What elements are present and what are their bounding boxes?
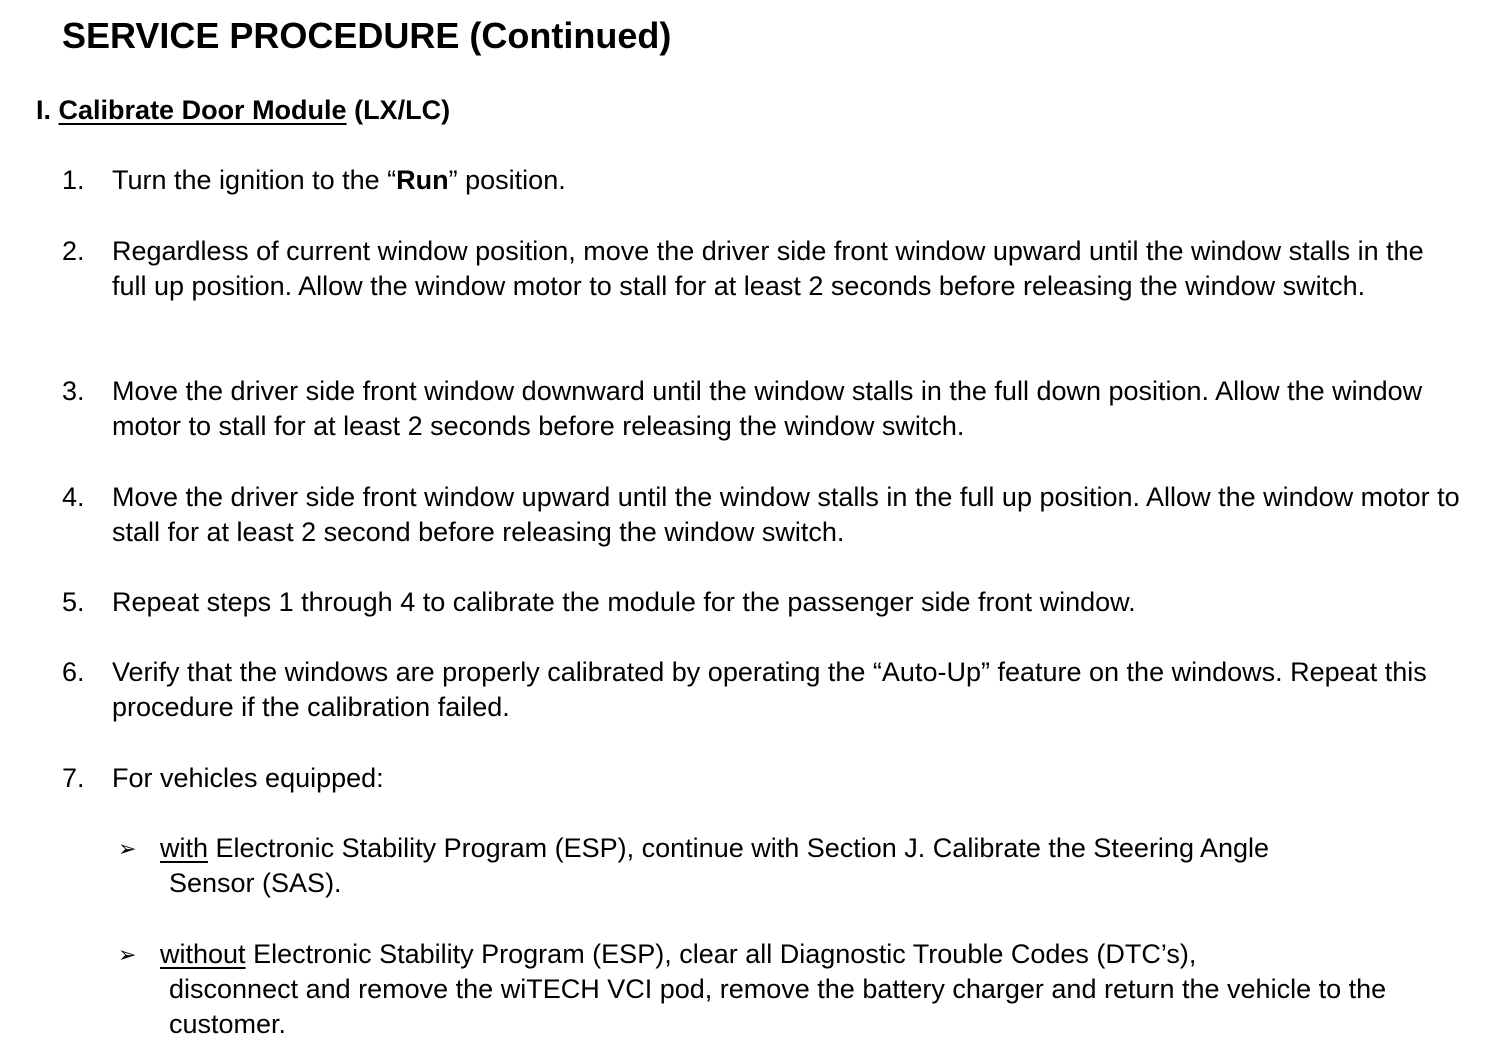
step-text: Turn the ignition to the “Run” position. [112,165,566,195]
step-7 [62,761,1462,796]
run-position-emphasis: Run [396,165,449,195]
step-number: 6. [62,657,85,687]
bullet-text: Electronic Stability Program (ESP), continue with Section J. Calibrate the Steering Angle [208,833,1270,863]
step-number: 4. [62,482,85,512]
step-6 [62,655,1462,725]
bullet-lead: without [160,939,246,969]
bullet-with-esp [118,831,1488,901]
step-text: For vehicles equipped: [112,763,384,793]
step-2 [62,234,1462,304]
step-5 [62,585,1462,620]
bullet-without-esp [118,937,1488,1042]
section-qualifier: (LX/LC) [354,95,451,125]
step-text: Regardless of current window position, move the driver side front window upward until the window stalls in the full up position. Allow the window motor to stall for at least 2 seconds before releasing the window switch. [112,236,1424,301]
bullet-lead: with [160,833,209,863]
step-number: 2. [62,236,85,266]
step-number: 1. [62,165,85,195]
section-number: I. [36,95,52,125]
step-3 [62,374,1462,444]
section-heading [36,92,450,128]
bullet-continuation: disconnect and remove the wiTECH VCI pod, remove the battery charger and return the vehicle to the customer. [169,974,1387,1039]
step-text: Move the driver side front window downward until the window stalls in the full down position. Allow the window motor to stall for at least 2 seconds before releasing the window switch. [112,376,1423,441]
section-title: Calibrate Door Module [58,95,347,125]
step-text: Repeat steps 1 through 4 to calibrate the module for the passenger side front window. [112,587,1136,617]
arrow-bullet-icon: ➢ [118,942,137,967]
step-text: Verify that the windows are properly calibrated by operating the “Auto-Up” feature on the windows. Repeat this procedure if the calibration failed. [112,657,1427,722]
bullet-continuation: Sensor (SAS). [169,868,342,898]
step-number: 3. [62,376,85,406]
step-4 [62,480,1462,550]
bullet-text: Electronic Stability Program (ESP), clear all Diagnostic Trouble Codes (DTC’s), [245,939,1197,969]
step-1 [62,163,1462,198]
step-text: Move the driver side front window upward until the window stalls in the full up position. Allow the window motor to stall for at least 2 second before releasing the window switch. [112,482,1460,547]
page-title: SERVICE PROCEDURE (Continued) [62,15,672,56]
step-number: 5. [62,587,85,617]
step-number: 7. [62,763,85,793]
arrow-bullet-icon: ➢ [118,836,137,861]
